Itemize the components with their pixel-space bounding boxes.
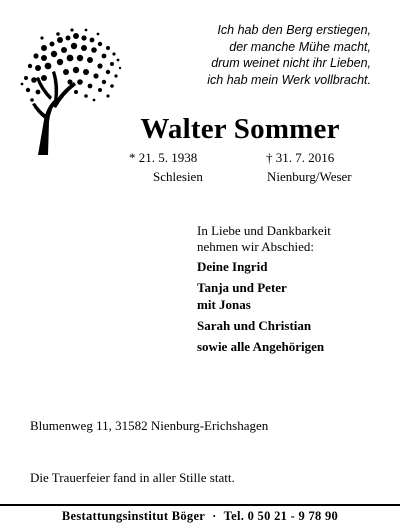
mourner-entry: mit Jonas <box>197 297 251 312</box>
mourners-list <box>197 258 324 355</box>
footer-divider <box>0 504 400 506</box>
farewell-line: nehmen wir Abschied: <box>197 238 314 254</box>
farewell-text <box>197 223 331 254</box>
mourner-entry: Tanja und Peter <box>197 280 287 295</box>
tree-icon <box>14 20 124 155</box>
poem-line: der manche Mühe macht, <box>229 39 371 54</box>
poem-line: ich hab mein Werk vollbracht. <box>207 72 371 87</box>
birth-date: * 21. 5. 1938 <box>129 150 198 165</box>
mourner-entry: sowie alle Angehörigen <box>197 339 325 354</box>
footer-separator: · <box>212 509 217 523</box>
poem-line: drum weinet nicht ihr Lieben, <box>211 56 371 70</box>
birth-place: Schlesien <box>153 169 203 184</box>
farewell-line: In Liebe und Dankbarkeit <box>197 223 331 238</box>
family-address: Blumenweg 11, 31582 Nienburg-Erichshagen <box>30 418 269 433</box>
funeral-home-name: Bestattungsinstitut Böger <box>61 509 206 523</box>
poem <box>111 22 371 88</box>
mourner-entry: Sarah und Christian <box>197 318 312 333</box>
funeral-home-footer <box>0 508 400 525</box>
funeral-home-phone: Tel. 0 50 21 - 9 78 90 <box>223 509 339 523</box>
poem-line: Ich hab den Berg erstiegen, <box>217 23 371 37</box>
ceremony-note: Die Trauerfeier fand in aller Stille statt. <box>30 470 235 485</box>
deceased-name: Walter Sommer <box>140 113 340 145</box>
death-date: † 31. 7. 2016 <box>266 150 335 165</box>
death-place: Nienburg/Weser <box>267 169 352 184</box>
mourner-entry: Deine Ingrid <box>197 259 268 274</box>
